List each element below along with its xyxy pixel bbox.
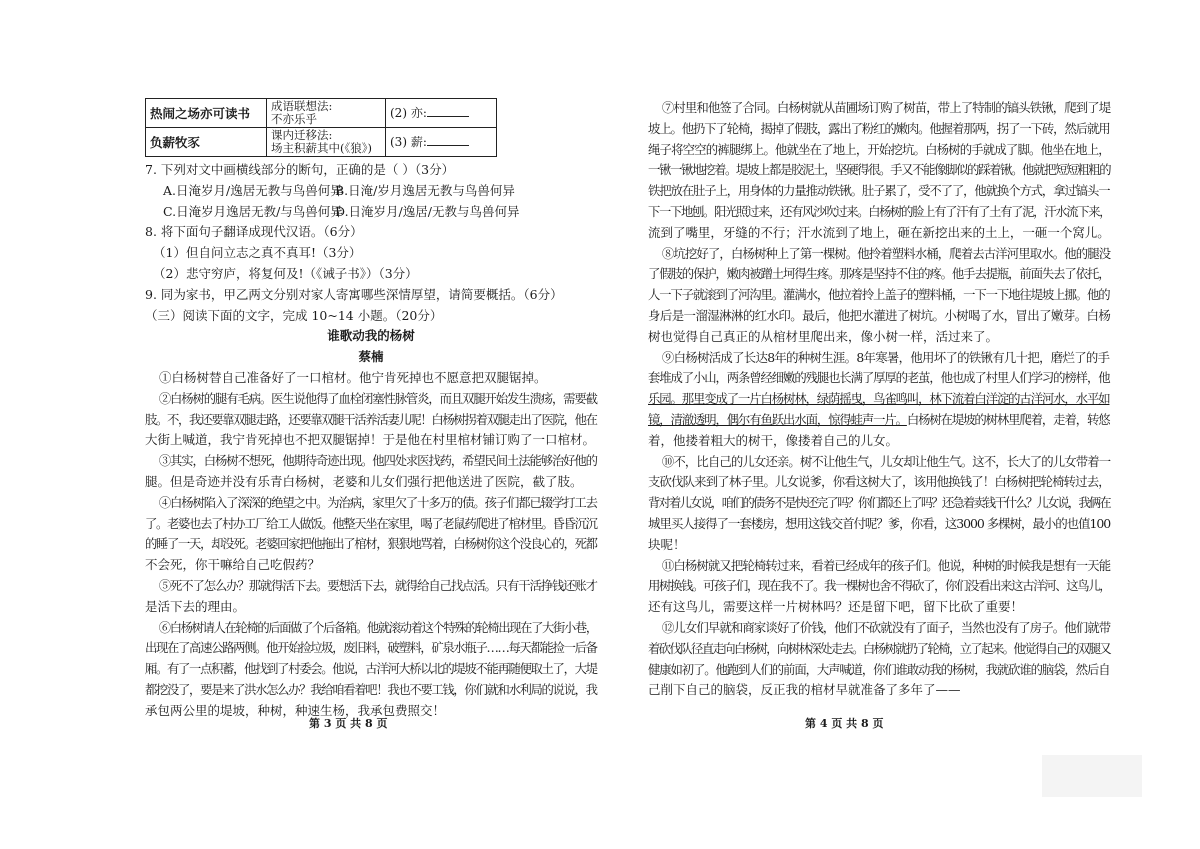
question-8-part-2: （2）悲守穷庐，将复何及!（《诫子书》）（3分） <box>153 265 418 281</box>
table-row <box>146 128 497 157</box>
text-line: 还有这鸟儿，需要这样一片树林吗？还是留下吧，留下比砍了重要！ <box>648 599 1024 615</box>
line-remainder: 白杨树在堤坡的树林里爬着，走着，转悠 <box>906 411 1110 427</box>
text-line: 大街上喊道，我宁肯死掉也不把双腿锯掉！于是他在村里棺材铺订购了一口棺材。 <box>145 432 596 448</box>
answer-label: (2) 亦: <box>390 105 427 120</box>
text-line: 套堆成了小山，两条曾经细嫩的残腿也长满了厚厚的老茧，他也成了村里人们学习的榜样，他 <box>648 370 1110 386</box>
text-line: ②白杨树的腿有毛病。医生说他得了血栓闭塞性脉管炎，而且双腿开始发生溃疡，需要截 <box>158 390 597 406</box>
option-d: D.日淹岁月/逸居/无教与鸟兽何异 <box>335 203 520 219</box>
text-line: ⑫儿女们早就和商家谈好了价钱，他们不砍就没有了面子，当然也没有了房子。他们就带 <box>661 619 1111 635</box>
underlined-span: 镜，清澈透明，偶尔有鱼跃出水面，惊得蛙声一片。 <box>648 411 907 427</box>
text-line: 了。老婆也去了村办工厂给工人做饭。他整天坐在家里，喝了老鼠药爬进了棺材里。昏昏沉沉 <box>145 515 597 531</box>
text-line: 己削下自己的脑袋，反正我的棺材早就准备了多年了—— <box>648 682 961 698</box>
table-cell <box>386 128 497 157</box>
page-number-left: 第 3 页 共 8 页 <box>309 717 388 730</box>
text-line: ⑤死不了怎么办？那就得活下去。要想活下去，就得给自己找点活。只有干活挣钱还账才 <box>158 577 597 593</box>
text-line: 都挖没了，要是来了洪水怎么办？我给咱看着吧！我也不要工钱，你们就和水利局的说说，我 <box>145 681 597 697</box>
method-example: 不亦乐乎 <box>271 112 317 126</box>
option-a: A.日淹岁月/逸居无教与鸟兽何异 <box>163 182 343 198</box>
text-line: 一锹一锹地挖着。堤坡上都是胶泥土，坚硬得很。手又不能像脚似的踩着锹。他就把短短粗粗的 <box>648 162 1111 178</box>
text-line: 人一下子就滚到了河沟里。灌满水，他拉着拎上盖子的塑料桶，一下一下地往堤坡上挪。他的 <box>648 287 1110 303</box>
text-line: ⑦村里和他签了合同。白杨树就从苗圃场订购了树苗，带上了特制的镐头铁锹，爬到了堤 <box>661 100 1111 115</box>
text-line: 出现在了高速公路两侧。他开始捡垃圾，废旧料，破塑料，矿泉水瓶子……每天都能捡一后备 <box>145 640 597 656</box>
text-line: 着砍伐队径直走向白杨树，向树林深处走去。白杨树就扔了轮椅，立了起来。他觉得自己的双腿又 <box>648 640 1111 656</box>
table-cell <box>267 128 386 157</box>
underlined-line: 乐园。那里变成了一片白杨树林，绿荫摇曳，鸟雀鸣叫，林下流着白洋淀的古洋河水，水平如 <box>648 391 1110 407</box>
text-line: 不会死，你干嘛给自己吃假药？ <box>145 557 321 573</box>
text-line: 厢。有了一点积蓄，他找到了村委会。他说，古洋河大桥以北的堤坡不能再随便取土了，大堤 <box>145 661 597 677</box>
text-line: 支砍伐队来到了林子里。儿女说爹，你看这树大了，该用他换钱了！白杨树把轮椅转过去， <box>648 474 1110 490</box>
story-title: 谁歌动我的杨树 <box>327 328 415 344</box>
question-8-part-1: （1）但自问立志之真不真耳!（3分） <box>153 245 362 261</box>
answer-blank <box>427 136 469 146</box>
table-cell <box>386 99 497 128</box>
text-line: 了假肢的保护，嫩肉被蹭土坷得生疼。那疼是坚持不住的疼。他手去提瓶，前面失去了依托， <box>648 266 1110 282</box>
text-line: 树也觉得自己真正的从棺材里爬出来，像小树一样，活过来了。 <box>648 328 999 344</box>
left-page <box>145 98 597 722</box>
text-line: ⑨白杨树活成了长达8年的种树生涯。8年寒暑，他用坏了的铁锹有几十把，磨烂了的手 <box>661 349 1110 365</box>
text-line: 背对着儿女说，咱们的债务不是快还完了吗？你们都还上了吗？还急着卖钱干什么？儿女说，我俩在 <box>648 495 1110 511</box>
question-7: 7. 下列对文中画横线部分的断句，正确的是（ ）（3分） <box>145 162 455 177</box>
table-cell: 负薪牧豕 <box>146 128 267 157</box>
text-line: ⑩不，比自己的儿女还亲。树不让他生气，儿女却让他生气。这不，长大了的儿女带着一 <box>661 453 1111 469</box>
question-9: 9. 同为家书，甲乙两文分别对家人寄寓哪些深情厚望，请简要概括。（6分） <box>145 286 563 302</box>
underlined-line <box>648 410 1110 431</box>
vocab-table <box>145 98 497 157</box>
question-8: 8. 将下面句子翻译成现代汉语。（6分） <box>145 224 363 240</box>
section-3-heading: （三）阅读下面的文字，完成 10~14 小题。（20分） <box>145 307 443 323</box>
right-page <box>648 98 1110 701</box>
table-cell: 热闹之场亦可读书 <box>146 99 267 128</box>
answer-label: (3) 薪: <box>390 134 427 149</box>
text-line: ⑥白杨树请人在轮椅的后面做了个后备箱。他就滚动着这个特殊的轮椅出现在了大街小巷， <box>158 619 597 635</box>
text-line: 肢。不，我还要靠双腿走路，还要靠双腿干活养活妻儿呢！白杨树拐着双腿走出了医院，他在 <box>145 411 597 427</box>
text-line: 的睡了一天，却没死。老婆回家把他拖出了棺材，狠狠地骂着，白杨树你这个没良心的，死都 <box>145 536 597 552</box>
text-line: 城里买人接得了一套楼房，想用这钱交首付呢？爹，你看，这3000 多棵树，最小的也值100 <box>648 515 1111 531</box>
method-label: 成语联想法: <box>271 99 333 113</box>
page-number-right: 第 4 页 共 8 页 <box>805 717 884 730</box>
text-line: 铁把放在肚子上，用身体的力量推动铁锹。肚子累了，受不了了，他就换个方式，拿过镐头一 <box>648 183 1110 199</box>
table-cell <box>267 99 386 128</box>
text-line: 块呢！ <box>648 536 686 552</box>
text-line: 绳子将空空的裤腿绑上。他就坐在了地上，开始挖坑。白杨树的手就成了脚。他坐在地上， <box>648 141 1110 157</box>
text-line: 下一下地刨。阳光照过来，还有风沙吹过来。白杨树的脸上有了汗有了土有了泥，汗水流下来， <box>648 203 1111 219</box>
table-row <box>146 99 497 128</box>
text-line: ①白杨树替自己准备好了一口棺材。他宁肯死掉也不愿意把双腿锯掉。 <box>159 369 547 385</box>
text-line: 身后是一溜湿淋淋的红水印。最后，他把水灌进了树坑。小树喝了水，冒出了嫩芽。白杨 <box>648 307 1111 323</box>
text-line: ⑧坑挖好了，白杨树种上了第一棵树。他拎着塑料水桶，爬着去古洋河里取水。他的腿没 <box>661 245 1111 261</box>
q7-options-row2 <box>145 202 597 223</box>
method-label: 课内迁移法: <box>271 128 333 142</box>
text-line: ⑪白杨树就又把轮椅转过来，看着已经成年的孩子们。他说，种树的时候我是想有一天能 <box>661 557 1111 573</box>
story-author: 蔡楠 <box>358 349 384 365</box>
text-line: 承包两公里的堤坡，种树，种速生杨，我承包费照交！ <box>145 702 446 718</box>
text-line: 坡上。他扔下了轮椅，揭掉了假肢，露出了粉红的嫩肉。他握着那两，拐了一下砖，然后就用 <box>648 120 1110 136</box>
text-line: ③其实，白杨树不想死，他期待奇迹出现。他四处求医找药，希望民间土法能够治好他的 <box>158 453 597 469</box>
scan-smudge <box>1042 755 1142 797</box>
option-b: B.日淹/岁月逸居无教与鸟兽何异 <box>335 182 515 198</box>
text-line: 流到了嘴里，牙缝的不行；汗水流到了地上，砸在新挖出来的土上，一砸一个窝儿。 <box>648 224 1110 240</box>
option-c: C.日淹岁月逸居无教/与鸟兽何异 <box>163 203 343 219</box>
text-line: ④白杨树陷入了深深的绝望之中。为治病，家里欠了十多万的债。孩子们都已辍学打工去 <box>158 494 597 510</box>
story-text-left <box>145 368 597 722</box>
text-line: 腿。但是奇迹并没有乐青白杨树，老婆和儿女们强行把他送进了医院，截了肢。 <box>145 473 583 489</box>
method-example: 场主积薪其中(《狼》) <box>271 141 372 155</box>
text-line: 着，他搂着粗大的树干，像搂着自己的儿女。 <box>648 432 899 448</box>
text-line: 用树换钱。可孩子们，现在我不了。我一棵树也舍不得砍了，你们没看出来这古洋河、这鸟儿， <box>648 578 1111 594</box>
answer-blank <box>427 107 469 117</box>
text-line: 是活下去的理由。 <box>145 598 246 614</box>
text-line: 健康如初了。他跑到人们的前面，大声喊道，你们谁敢动我的杨树，我就砍谁的脑袋，然后自 <box>648 661 1110 677</box>
q7-options-row1 <box>145 181 597 202</box>
